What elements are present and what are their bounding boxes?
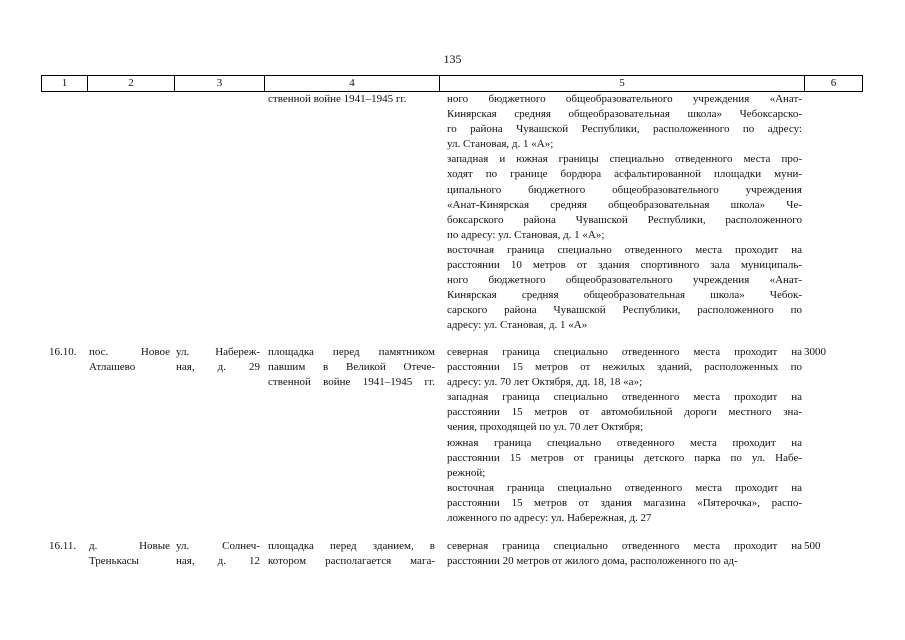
- table-cell-col-6: [804, 345, 863, 360]
- cell-line: западная граница специально отведенного места проходит на: [447, 391, 802, 404]
- cell-line: котором располагается мага-: [268, 555, 435, 568]
- cell-line: расстоянии 10 метров от здания спортивного зала муниципаль-: [447, 259, 802, 272]
- cell-line: ного бюджетного общеобразовательного учреждения «Анат-: [447, 274, 802, 287]
- cell-line: 16.10.: [49, 346, 77, 358]
- cell-line: ложенного по адресу: ул. Набережная, д. 27: [447, 512, 652, 525]
- cell-line: режной;: [447, 466, 486, 479]
- cell-line: площадка перед памятником: [268, 346, 435, 358]
- column-header-6: 6: [804, 76, 863, 91]
- table-header-row: [41, 75, 863, 92]
- table-cell-col-3: [174, 345, 264, 375]
- column-header-1: 1: [41, 76, 87, 91]
- cell-line: ного бюджетного общеобразовательного учреждения «Анат-: [447, 93, 802, 105]
- cell-line: павшим в Великой Отече-: [268, 361, 435, 374]
- cell-line: южная граница специально отведенного места проходит на: [447, 436, 802, 449]
- column-header-5: 5: [439, 76, 804, 91]
- cell-line: Атлашево: [89, 361, 136, 374]
- cell-line: Тренькасы: [89, 555, 139, 568]
- table-cell-col-3: [174, 539, 264, 569]
- cell-line: северная граница специально отведенного места проходит на: [447, 540, 802, 552]
- table-cell-col-6: [804, 539, 863, 554]
- cell-line: 3000: [804, 346, 826, 358]
- cell-line: адресу: ул. 70 лет Октября, дд. 18, 18 «а»;: [447, 376, 643, 389]
- cell-line: д. Новые: [89, 540, 170, 552]
- table-cell-col-1: [41, 539, 87, 554]
- table-cell-col-4: [264, 539, 439, 569]
- cell-line: по адресу: ул. Становая, д. 1 «А»;: [447, 228, 605, 241]
- cell-line: ная, д. 12: [176, 555, 260, 568]
- cell-line: западная и южная границы специально отведенного места про-: [447, 153, 802, 166]
- cell-line: «Анат-Кинярская средняя общеобразовательная школа» Че-: [447, 198, 802, 211]
- cell-line: Кинярская средняя общеобразовательная школа» Чебоксарско-: [447, 108, 802, 121]
- page-number: 135: [443, 52, 462, 66]
- cell-line: расстоянии 15 метров от границы детского парка по ул. Набе-: [447, 451, 802, 464]
- cell-line: восточная граница специально отведенного места проходит на: [447, 481, 802, 494]
- cell-line: Кинярская средняя общеобразовательная школа» Чебок-: [447, 289, 802, 302]
- cell-line: ул. Становая, д. 1 «А»;: [447, 138, 554, 151]
- cell-line: ул. Солнеч-: [176, 540, 260, 552]
- cell-line: расстоянии 20 метров от жилого дома, расположенного по ад-: [447, 555, 738, 568]
- column-header-2: 2: [87, 76, 174, 91]
- cell-line: сарского района Чувашской Республики, расположенного по: [447, 304, 802, 317]
- cell-line: ципального бюджетного общеобразовательного учреждения: [447, 183, 802, 196]
- cell-line: площадка перед зданием, в: [268, 540, 435, 552]
- table-cell-col-5: [439, 345, 804, 526]
- table-cell-col-4: [264, 345, 439, 390]
- table-cell-col-5: [439, 539, 804, 569]
- cell-line: адресу: ул. Становая, д. 1 «А»: [447, 319, 588, 332]
- cell-line: ходят по границе бордюра асфальтированной площадки муни-: [447, 168, 802, 181]
- cell-line: северная граница специально отведенного места проходит на: [447, 346, 802, 358]
- cell-line: восточная граница специально отведенного места проходит на: [447, 243, 802, 256]
- cell-line: расстоянии 15 метров от нежилых зданий, расположенных по: [447, 361, 802, 374]
- cell-line: го района Чувашской Республики, расположенного по адресу:: [447, 123, 802, 136]
- cell-line: ственной войне 1941–1945 гг.: [268, 93, 407, 105]
- cell-line: 500: [804, 540, 821, 552]
- table-cell-col-4: [264, 92, 439, 107]
- column-header-4: 4: [264, 76, 439, 91]
- cell-line: боксарского района Чувашской Республики, расположенного: [447, 213, 802, 226]
- column-header-3: 3: [174, 76, 264, 91]
- cell-line: расстоянии 15 метров от автомобильной дороги местного зна-: [447, 406, 802, 419]
- table-cell-col-5: [439, 92, 804, 334]
- cell-line: расстоянии 15 метров от здания магазина «Пятерочка», распо-: [447, 496, 802, 509]
- cell-line: пос. Новое: [89, 346, 170, 358]
- cell-line: чения, проходящей по ул. 70 лет Октября;: [447, 421, 644, 434]
- cell-line: ная, д. 29: [176, 361, 260, 374]
- table-cell-col-2: [87, 345, 174, 375]
- table-cell-col-2: [87, 539, 174, 569]
- cell-line: 16.11.: [49, 540, 77, 552]
- cell-line: ул. Набереж-: [176, 346, 260, 358]
- table-cell-col-1: [41, 345, 87, 360]
- cell-line: ственной войне 1941–1945 гг.: [268, 376, 435, 389]
